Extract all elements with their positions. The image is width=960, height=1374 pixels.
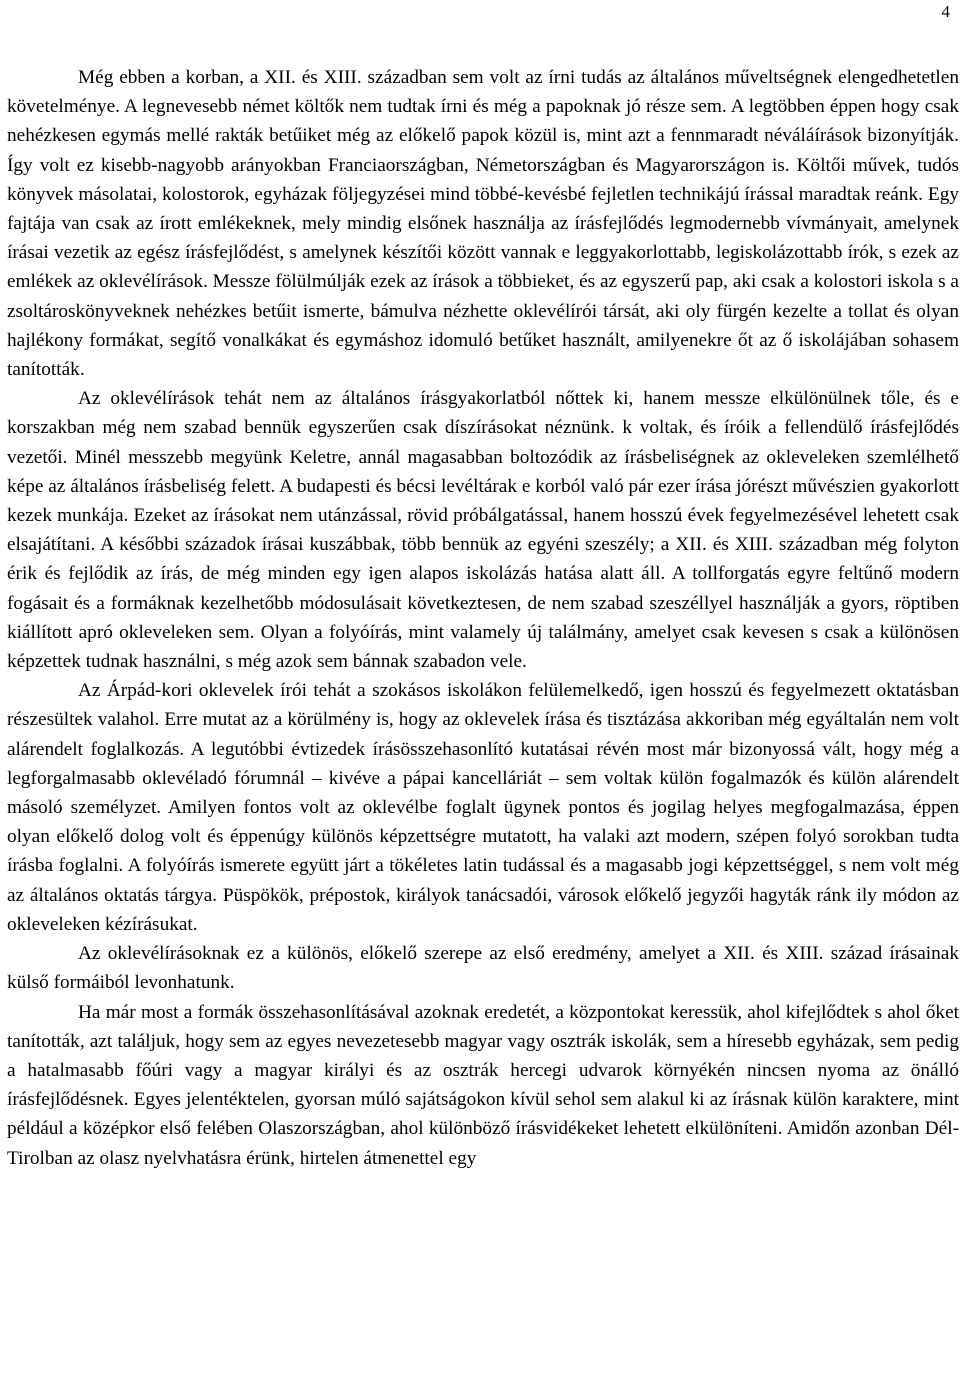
paragraph-4: Az oklevélírásoknak ez a különös, előkelő szerepe az első eredmény, amelyet a XII. és XIII. század írásainak külső formáiból levonhatunk. — [7, 943, 959, 994]
document-body — [7, 63, 959, 1173]
paragraph-2: Az oklevélírások tehát nem az általános írásgyakorlatból nőttek ki, hanem messze elkülönülnek tőle, és e korszakban még nem szabad bennük egyszerűen csak díszírásokat néznünk. k voltak, és íróik a fellendülő írásfejlődés vezetői. Minél messzebb megyünk Keletre, annál magasabban boltozódik az írásbeliségnek az okleveleken szemlélhető képe az általános írásbeliség felett. A budapesti és bécsi levéltárak e korból való pár ezer írása jórészt művészien gyakorlott kezek munkája. Ezeket az írásokat nem utánzással, rövid próbálgatással, hanem hosszú évek fegyelmezésével lehetett csak elsajátítani. A későbbi századok írásai kuszábbak, több bennük az egyéni szeszély; a XII. és XIII. században még folyton érik és fejlődik az írás, de még minden egy igen alapos iskolázás hatása alatt áll. A tollforgatás egyre feltűnő modern fogásait és a formáknak kezelhetőbb módosulásait következtesen, de nem szabad szeszéllyel használják a gyors, röptiben kiállított apró okleveleken sem. Olyan a folyóírás, mint valamely új találmány, amelyet csak kevesen s csak a különösen képzettek tudnak használni, s még azok sem bánnak szabadon vele. — [7, 388, 959, 673]
paragraph-1: Még ebben a korban, a XII. és XIII. században sem volt az írni tudás az általános műveltségnek elengedhetetlen követelménye. A legnevesebb német költők nem tudtak írni és még a papoknak jó része sem. A legtöbben éppen hogy csak nehézkesen egymás mellé rakták betűiket még az előkelő papok közül is, mint azt a fennmaradt néváláírások bizonyítják. Így volt ez kisebb-nagyobb arányokban Franciaországban, Németországban és Magyarországon is. Költői művek, tudós könyvek másolatai, kolostorok, egyházak följegyzései mind többé-kevésbé fejletlen technikájú írással maradtak reánk. Egy fajtája van csak az írott emlékeknek, mely mindig elsőnek használja az írásfejlődés legmodernebb vívmányait, amelynek írásai vezetik az egész írásfejlődést, s amelynek készítői között vannak e leggyakorlottabb, legiskolázottabb írók, s ezek az emlékek az oklevélírások. Messze fölülmúlják ezek az írások a többieket, és az egyszerű pap, aki csak a kolostori iskola s a zsoltároskönyveknek nehézkes betűit ismerte, bámulva nézhette oklevélírói társát, aki oly fürgén kezelte a tollat és olyan hajlékony formákat, segítő vonalkákat és egymáshoz idomuló betűket használt, amilyenekre őt az ő iskolájában sohasem tanították. — [7, 67, 959, 381]
paragraph-5: Ha már most a formák összehasonlításával azoknak eredetét, a központokat keressük, ahol kifejlődtek s ahol őket tanították, azt találjuk, hogy sem az egyes nevezetesebb magyar vagy osztrák iskolák, sem a híresebb egyházak, sem pedig a hatalmasabb főúri vagy a magyar királyi és az osztrák hercegi udvarok környékén nincsen nyoma az önálló írásfejlődésnek. Egyes jelentéktelen, gyorsan múló sajátságokon kívül sehol sem alakul ki az írásnak külön karaktere, mint például a középkor első felében Olaszországban, ahol különböző írásvidékeket lehetett elkülöníteni. Amidőn azonban Dél-Tirolban az olasz nyelvhatásra érünk, hirtelen átmenettel egy — [7, 1001, 959, 1169]
page-number: 4 — [941, 2, 950, 21]
paragraph-3: Az Árpád-kori oklevelek írói tehát a szokásos iskolákon felülemelkedő, igen hosszú és fegyelmezett oktatásban részesültek valahol. Erre mutat az a körülmény is, hogy az oklevelek írása és tisztázása akkoriban még egyáltalán nem volt alárendelt foglalkozás. A legutóbbi évtizedek írásösszehasonlító kutatásai révén most már bizonyossá vált, hogy még a legforgalmasabb oklevéladó fórumnál – kivéve a pápai kancelláriát – sem voltak külön fogalmazók és külön alárendelt másoló személyzet. Amilyen fontos volt az oklevélbe foglalt ügynek pontos és jogilag helyes megfogalmazása, éppen olyan előkelő dolog volt és éppenúgy különös képzettségre mutatott, ha valaki azt modern, szépen folyó sorokban tudta írásba foglalni. A folyóírás ismerete együtt járt a tökéletes latin tudással és a magasabb jogi képzettséggel, s nem volt még az általános oktatás tárgya. Püspökök, prépostok, királyok tanácsadói, városok előkelő jegyzői hagyták ránk ily módon az okleveleken kézírásukat. — [7, 680, 959, 935]
